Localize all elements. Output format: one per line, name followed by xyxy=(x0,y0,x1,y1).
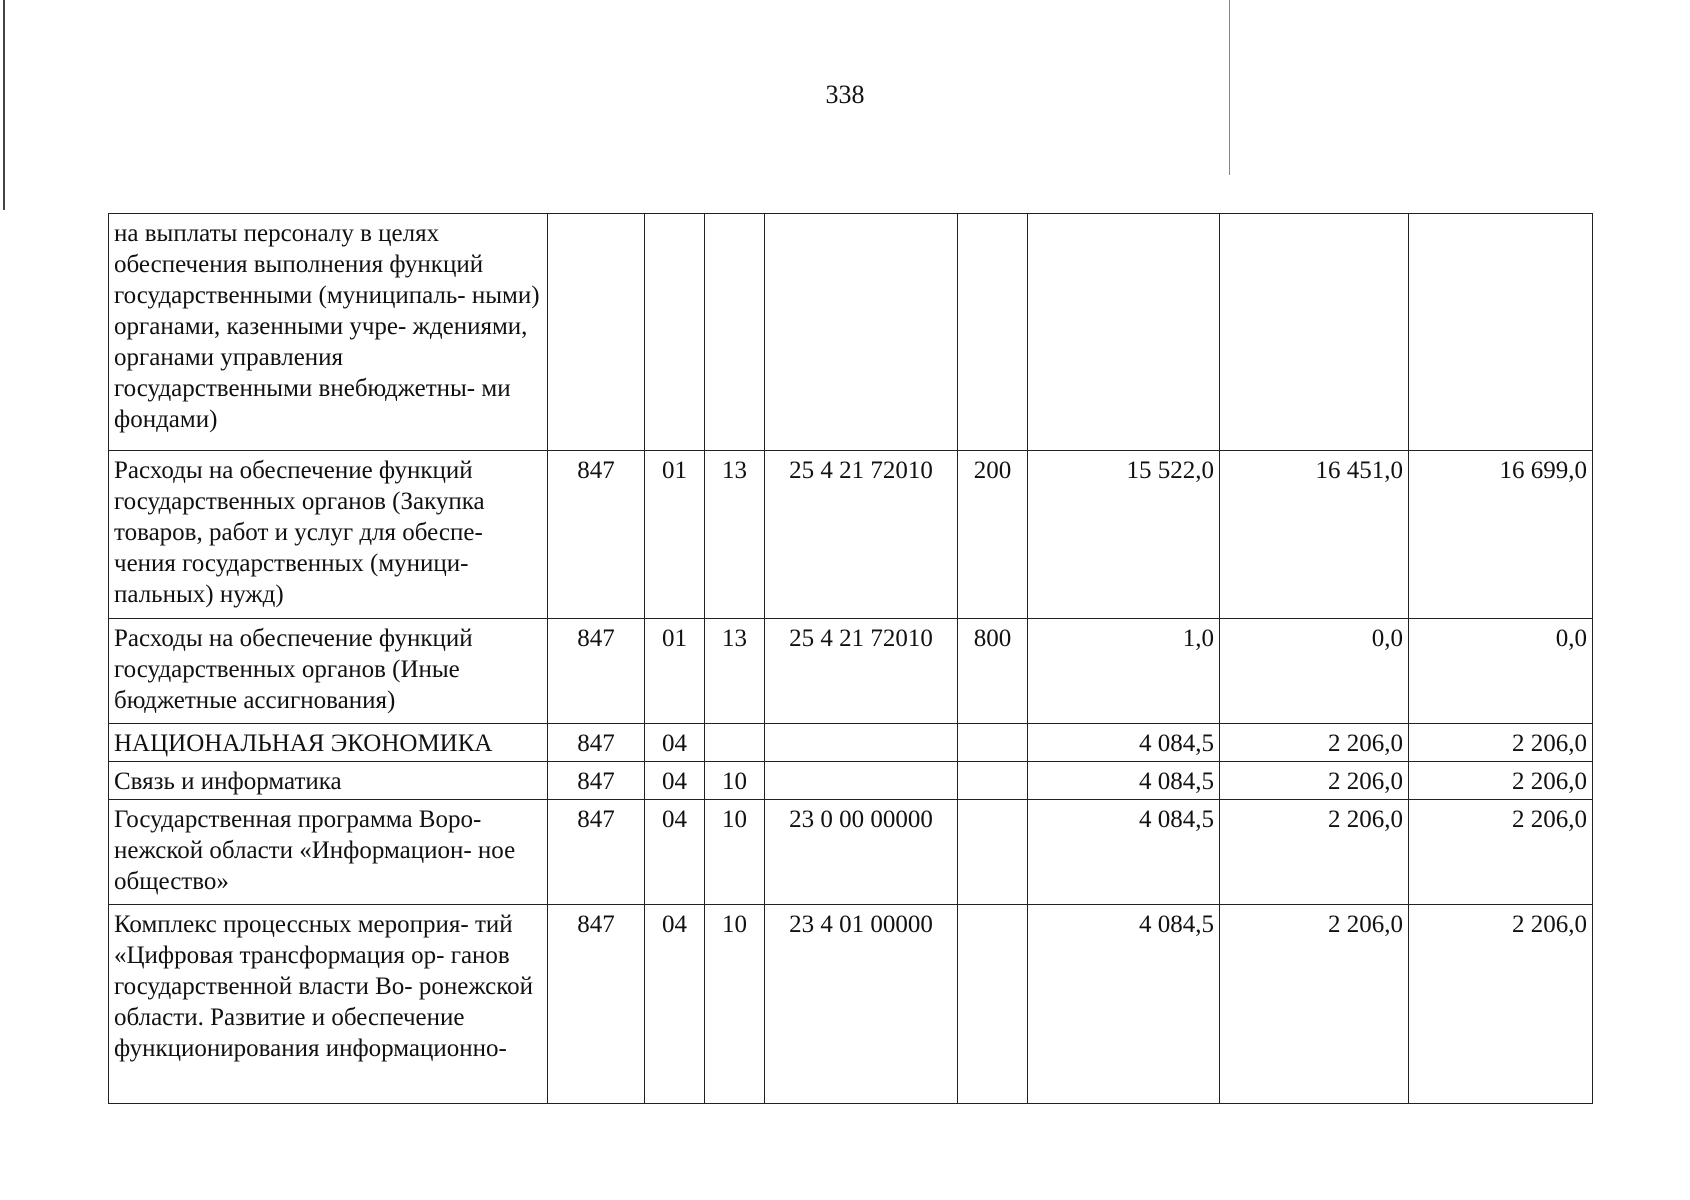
table-row xyxy=(109,214,1593,451)
amount-year-3: 0,0 xyxy=(1409,619,1593,724)
row-name: НАЦИОНАЛЬНАЯ ЭКОНОМИКА xyxy=(109,724,548,762)
amount-year-1: 4 084,5 xyxy=(1028,762,1220,800)
expense-type-code xyxy=(958,800,1028,905)
target-article-code: 23 0 00 00000 xyxy=(765,800,958,905)
table-row xyxy=(109,800,1593,905)
target-article-code: 25 4 21 72010 xyxy=(765,451,958,619)
amount-year-2: 16 451,0 xyxy=(1220,451,1409,619)
target-article-code xyxy=(765,214,958,451)
expense-type-code xyxy=(958,214,1028,451)
subsection-code: 10 xyxy=(705,762,765,800)
row-name: на выплаты персоналу в целях обеспечения выполнения функций государственными (муниципаль- ными) органами, казенными учре- ждениями, органами управления государственными внебюджетны- ми фондами) xyxy=(109,214,548,451)
section-code: 01 xyxy=(645,451,705,619)
expense-type-code xyxy=(958,724,1028,762)
table-row xyxy=(109,451,1593,619)
target-article-code: 23 4 01 00000 xyxy=(765,905,958,1104)
section-code: 04 xyxy=(645,724,705,762)
amount-year-2: 2 206,0 xyxy=(1220,905,1409,1104)
ved-code: 847 xyxy=(548,800,645,905)
ved-code: 847 xyxy=(548,905,645,1104)
expense-type-code xyxy=(958,762,1028,800)
target-article-code: 25 4 21 72010 xyxy=(765,619,958,724)
amount-year-1: 1,0 xyxy=(1028,619,1220,724)
budget-table xyxy=(108,213,1593,1104)
subsection-code: 10 xyxy=(705,905,765,1104)
row-name: Комплекс процессных мероприя- тий «Цифровая трансформация ор- ганов государственной власти Во- ронежской области. Развитие и обеспечение функционирования информационно- xyxy=(109,905,548,1104)
amount-year-3: 2 206,0 xyxy=(1409,800,1593,905)
amount-year-2: 2 206,0 xyxy=(1220,762,1409,800)
subsection-code: 13 xyxy=(705,619,765,724)
amount-year-3 xyxy=(1409,214,1593,451)
row-name: Государственная программа Воро- нежской области «Информацион- ное общество» xyxy=(109,800,548,905)
expense-type-code xyxy=(958,905,1028,1104)
table-row xyxy=(109,762,1593,800)
row-name: Расходы на обеспечение функций государственных органов (Иные бюджетные ассигнования) xyxy=(109,619,548,724)
amount-year-2: 0,0 xyxy=(1220,619,1409,724)
subsection-code: 10 xyxy=(705,800,765,905)
subsection-code: 13 xyxy=(705,451,765,619)
amount-year-1: 4 084,5 xyxy=(1028,905,1220,1104)
target-article-code xyxy=(765,762,958,800)
amount-year-1: 4 084,5 xyxy=(1028,724,1220,762)
section-code: 01 xyxy=(645,619,705,724)
ved-code: 847 xyxy=(548,762,645,800)
amount-year-3: 2 206,0 xyxy=(1409,724,1593,762)
expense-type-code: 200 xyxy=(958,451,1028,619)
ved-code: 847 xyxy=(548,724,645,762)
table-row xyxy=(109,905,1593,1104)
row-name: Связь и информатика xyxy=(109,762,548,800)
amount-year-3: 16 699,0 xyxy=(1409,451,1593,619)
amount-year-3: 2 206,0 xyxy=(1409,762,1593,800)
amount-year-2: 2 206,0 xyxy=(1220,724,1409,762)
section-code: 04 xyxy=(645,762,705,800)
section-code: 04 xyxy=(645,800,705,905)
section-code: 04 xyxy=(645,905,705,1104)
subsection-code xyxy=(705,724,765,762)
amount-year-2: 2 206,0 xyxy=(1220,800,1409,905)
amount-year-1 xyxy=(1028,214,1220,451)
table-row xyxy=(109,619,1593,724)
row-name: Расходы на обеспечение функций государственных органов (Закупка товаров, работ и услуг для обеспе- чения государственных (муници- пальных) нужд) xyxy=(109,451,548,619)
ved-code xyxy=(548,214,645,451)
subsection-code xyxy=(705,214,765,451)
section-code xyxy=(645,214,705,451)
amount-year-1: 4 084,5 xyxy=(1028,800,1220,905)
ved-code: 847 xyxy=(548,451,645,619)
amount-year-1: 15 522,0 xyxy=(1028,451,1220,619)
expense-type-code: 800 xyxy=(958,619,1028,724)
ved-code: 847 xyxy=(548,619,645,724)
amount-year-2 xyxy=(1220,214,1409,451)
page-number: 338 xyxy=(825,80,865,109)
amount-year-3: 2 206,0 xyxy=(1409,905,1593,1104)
target-article-code xyxy=(765,724,958,762)
table-row xyxy=(109,724,1593,762)
